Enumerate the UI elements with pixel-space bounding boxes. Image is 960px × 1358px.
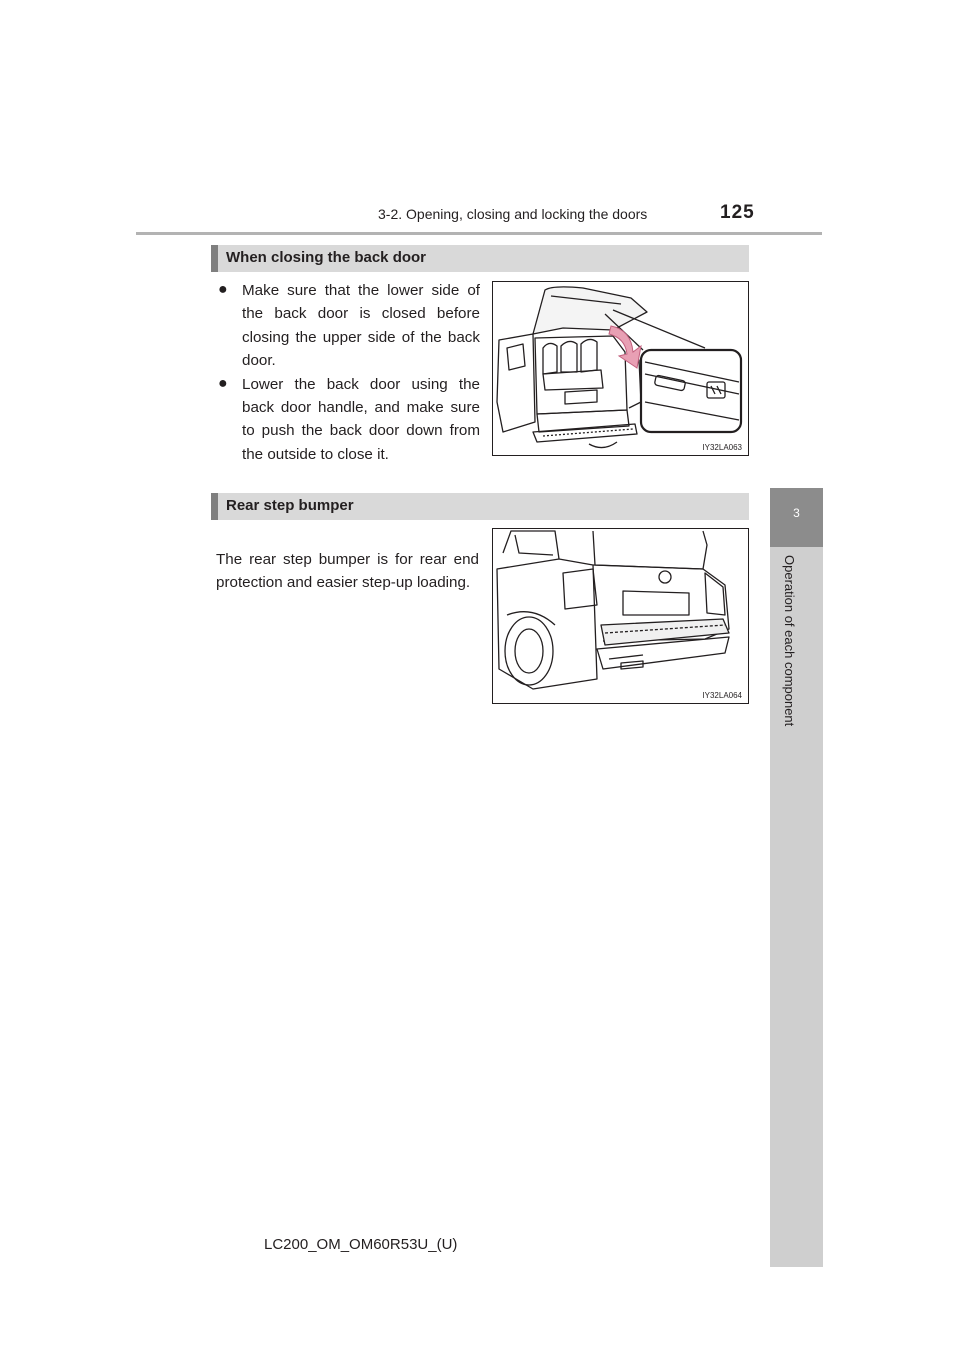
figure-code: IY32LA064 <box>702 691 742 700</box>
bullet-icon: ● <box>218 281 228 298</box>
bullet-text: Lower the back door using the back door handle, and make sure to push the back door down from the outside to close it. <box>242 375 480 463</box>
chapter-number: 3 <box>793 506 800 520</box>
figure-rear-step-bumper <box>492 528 749 704</box>
bullet-list <box>216 279 480 466</box>
header-rule <box>136 232 822 235</box>
section-heading-rear-step-bumper <box>211 493 749 520</box>
chapter-tab <box>770 488 823 547</box>
section-heading-text: When closing the back door <box>226 249 427 266</box>
bullet-icon: ● <box>218 374 228 392</box>
chapter-title: Operation of each component <box>782 555 797 727</box>
document-code: LC200_OM_OM60R53U_(U) <box>264 1236 458 1253</box>
rear-step-bumper-description: The rear step bumper is for rear end protection and easier step-up loading. <box>216 551 479 592</box>
figure-back-door-closing <box>492 281 749 456</box>
bullet-text: Make sure that the lower side of the back door is closed before closing the upper side of the back door. <box>242 282 480 370</box>
page-number: 125 <box>720 202 755 223</box>
back-door-illustration <box>493 282 748 455</box>
list-item <box>216 373 480 467</box>
running-header-section-title: 3-2. Opening, closing and locking the doors <box>378 206 648 222</box>
section-heading-text: Rear step bumper <box>226 497 354 514</box>
section-heading-closing-back-door <box>211 245 749 272</box>
list-item <box>216 279 480 373</box>
rear-bumper-illustration <box>493 529 748 703</box>
figure-code: IY32LA063 <box>702 443 742 452</box>
